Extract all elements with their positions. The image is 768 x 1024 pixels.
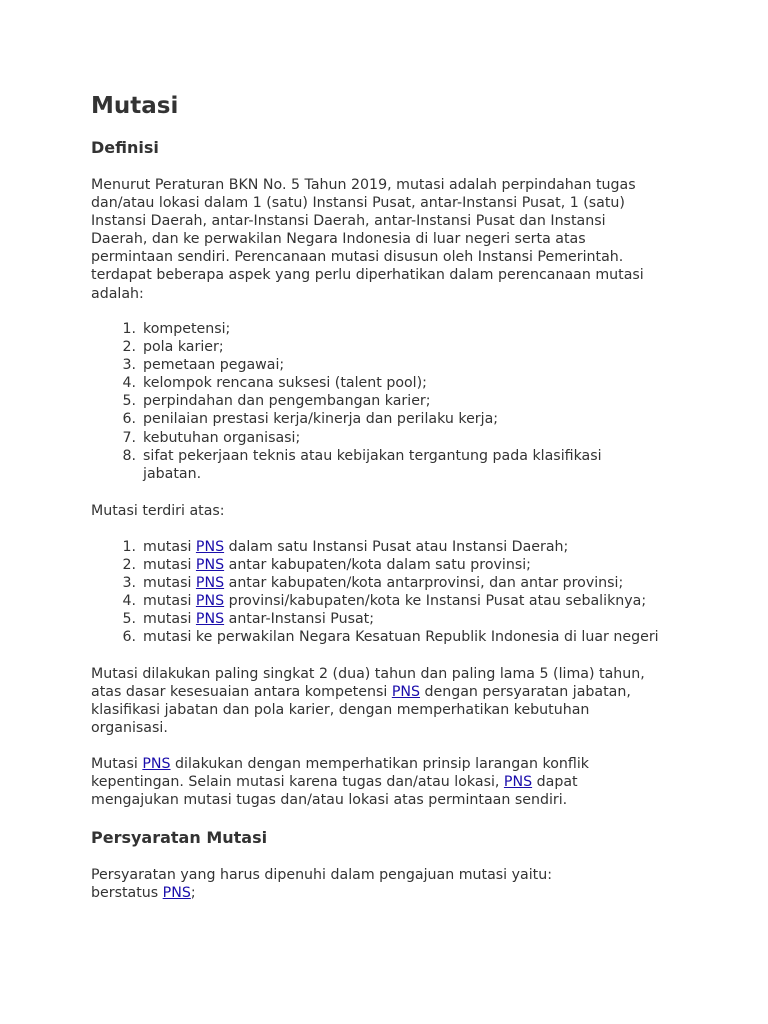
list-item [91, 320, 711, 338]
list-item [91, 628, 711, 646]
list-item [91, 574, 711, 592]
list-number: 5. [122, 611, 136, 628]
list-item-text: antar-Instansi Pusat; [224, 611, 374, 628]
list-number: 1. [122, 321, 136, 337]
list-item-text: mutasi [143, 539, 196, 555]
paragraph-text: dapat [532, 774, 578, 791]
types-intro [91, 502, 691, 520]
list-item-text: antar kabupaten/kota dalam satu provinsi; [224, 557, 531, 574]
paragraph-line: Persyaratan yang harus dipenuhi dalam pengajuan mutasi yaitu: [91, 867, 552, 883]
list-item-text: pola karier; [143, 339, 224, 356]
list-item [91, 356, 711, 374]
list-item-text: penilaian prestasi kerja/kinerja dan perilaku kerja; [143, 411, 499, 428]
requirements-paragraph [91, 866, 691, 902]
list-number: 4. [122, 375, 136, 392]
paragraph-text: dilakukan dengan memperhatikan prinsip larangan konflik [170, 756, 589, 772]
pns-link[interactable]: PNS [195, 611, 225, 628]
pns-link[interactable]: PNS [162, 885, 191, 902]
paragraph-line: klasifikasi jabatan dan pola karier, dengan memperhatikan kebutuhan [91, 702, 590, 719]
paragraph-text: atas dasar kesesuaian antara kompetensi [91, 684, 392, 701]
list-item [91, 338, 711, 356]
list-number: 8. [122, 447, 136, 464]
list-item [91, 429, 711, 447]
paragraph-text: berstatus [91, 885, 163, 902]
intro-line: adalah: [91, 285, 144, 302]
list-item-text: dalam satu Instansi Pusat atau Instansi Daerah; [224, 539, 569, 555]
types-list [91, 538, 711, 647]
intro-line: terdapat beberapa aspek yang perlu diperhatikan dalam perencanaan mutasi [91, 267, 644, 284]
list-item-text: mutasi [143, 575, 196, 592]
intro-paragraph [91, 176, 691, 303]
list-number: 3. [122, 575, 136, 592]
paragraph-line [91, 683, 691, 701]
paragraph-line [91, 755, 691, 773]
list-item-text: perpindahan dan pengembangan karier; [143, 393, 431, 410]
list-number: 7. [122, 429, 136, 446]
paragraph-text: kepentingan. Selain mutasi karena tugas dan/atau lokasi, [91, 774, 504, 791]
section-heading-persyaratan: Persyaratan Mutasi [91, 828, 268, 847]
list-item-text: mutasi [143, 557, 196, 574]
list-item-text: pemetaan pegawai; [143, 357, 285, 374]
paragraph-line: organisasi. [91, 720, 168, 737]
section-heading-definisi: Definisi [91, 138, 159, 157]
list-item [91, 447, 711, 465]
page-title: Mutasi [91, 93, 179, 119]
list-item-text: kebutuhan organisasi; [143, 429, 301, 446]
duration-paragraph [91, 665, 691, 737]
list-item [91, 592, 711, 610]
list-item [91, 374, 711, 392]
pns-link[interactable]: PNS [195, 593, 225, 610]
paragraph-text: dengan persyaratan jabatan, [420, 684, 631, 701]
types-intro-text: Mutasi terdiri atas: [91, 503, 225, 519]
list-item-continuation [91, 465, 711, 483]
paragraph-line [91, 884, 691, 902]
paragraph-line: mengajukan mutasi tugas dan/atau lokasi atas permintaan sendiri. [91, 792, 568, 809]
list-item [91, 610, 711, 628]
list-item [91, 410, 711, 428]
principle-paragraph [91, 755, 691, 809]
list-item [91, 538, 711, 556]
paragraph-text: Mutasi [91, 756, 143, 772]
list-item [91, 392, 711, 410]
list-item-text: mutasi ke perwakilan Negara Kesatuan Republik Indonesia di luar negeri [143, 629, 659, 646]
pns-link[interactable]: PNS [195, 539, 225, 555]
list-item-text: mutasi [143, 611, 196, 628]
list-number: 5. [122, 393, 136, 410]
list-item-text: provinsi/kabupaten/kota ke Instansi Pusat atau sebaliknya; [224, 593, 647, 610]
paragraph-text: ; [190, 885, 196, 902]
list-item [91, 556, 711, 574]
pns-link[interactable]: PNS [142, 756, 171, 772]
list-item-text: mutasi [143, 593, 196, 610]
list-number: 6. [122, 629, 136, 646]
list-item-text: kelompok rencana suksesi (talent pool); [143, 375, 427, 392]
list-number: 2. [122, 557, 136, 574]
list-number: 3. [122, 357, 136, 374]
pns-link[interactable]: PNS [503, 774, 533, 791]
intro-line: Menurut Peraturan BKN No. 5 Tahun 2019, mutasi adalah perpindahan tugas [91, 177, 636, 193]
list-item-text: antar kabupaten/kota antarprovinsi, dan antar provinsi; [224, 575, 624, 592]
pns-link[interactable]: PNS [195, 575, 225, 592]
aspects-list [91, 320, 711, 483]
intro-line: dan/atau lokasi dalam 1 (satu) Instansi Pusat, antar-Instansi Pusat, 1 (satu) [91, 195, 625, 212]
paragraph-line [91, 773, 691, 791]
pns-link[interactable]: PNS [391, 684, 420, 701]
list-number: 6. [122, 411, 136, 428]
list-number: 1. [122, 539, 136, 555]
list-number: 2. [122, 339, 136, 356]
paragraph-line: Mutasi dilakukan paling singkat 2 (dua) tahun dan paling lama 5 (lima) tahun, [91, 666, 645, 682]
pns-link[interactable]: PNS [195, 557, 225, 574]
intro-line: permintaan sendiri. Perencanaan mutasi disusun oleh Instansi Pemerintah. [91, 249, 624, 266]
list-item-text: sifat pekerjaan teknis atau kebijakan tergantung pada klasifikasi [143, 447, 602, 464]
list-item-text: kompetensi; [143, 321, 231, 337]
list-number: 4. [122, 593, 136, 610]
intro-line: Instansi Daerah, antar-Instansi Daerah, antar-Instansi Pusat dan Instansi [91, 213, 606, 230]
list-item-text: jabatan. [143, 465, 202, 482]
intro-line: Daerah, dan ke perwakilan Negara Indonesia di luar negeri serta atas [91, 231, 586, 248]
